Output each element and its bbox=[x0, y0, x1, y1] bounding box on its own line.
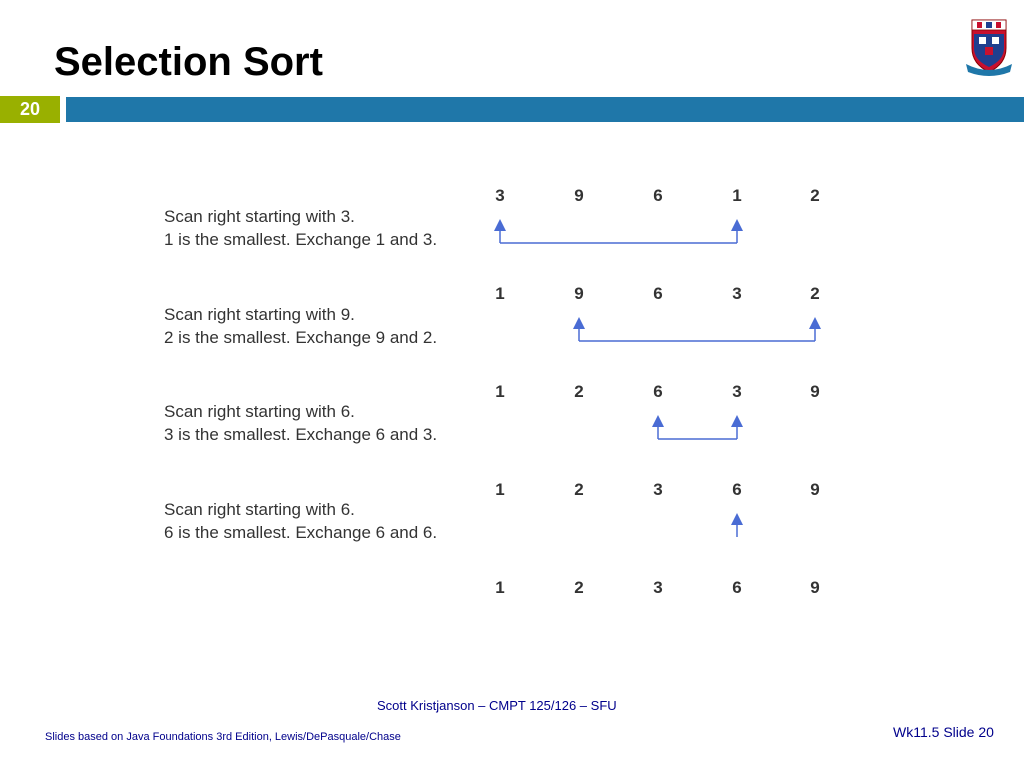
step-2-line-1: Scan right starting with 9. bbox=[164, 305, 355, 324]
array-value: 1 bbox=[732, 186, 742, 205]
array-value: 2 bbox=[810, 284, 820, 303]
array-value: 1 bbox=[495, 284, 505, 303]
array-value: 1 bbox=[495, 382, 505, 401]
footer-author: Scott Kristjanson – CMPT 125/126 – SFU bbox=[377, 698, 617, 713]
array-value: 1 bbox=[495, 578, 505, 597]
array-value: 6 bbox=[653, 284, 663, 303]
step-1-line-1: Scan right starting with 3. bbox=[164, 207, 355, 226]
footer-slide-label: Wk11.5 Slide 20 bbox=[893, 724, 994, 740]
array-value: 3 bbox=[653, 578, 663, 597]
array-value: 1 bbox=[495, 480, 505, 499]
selection-sort-figure bbox=[150, 170, 850, 620]
array-value: 3 bbox=[732, 382, 742, 401]
step-2-line-2: 2 is the smallest. Exchange 9 and 2. bbox=[164, 328, 438, 347]
slide-number-badge: 20 bbox=[0, 96, 60, 123]
step-4-line-1: Scan right starting with 6. bbox=[164, 500, 355, 519]
university-crest-icon bbox=[964, 14, 1014, 78]
array-value: 2 bbox=[574, 382, 584, 401]
step-4-line-2: 6 is the smallest. Exchange 6 and 6. bbox=[164, 523, 438, 542]
swap-arrows bbox=[150, 170, 850, 620]
step-3-line-2: 3 is the smallest. Exchange 6 and 3. bbox=[164, 425, 438, 444]
array-value: 3 bbox=[495, 186, 505, 205]
array-value: 3 bbox=[653, 480, 663, 499]
array-value: 9 bbox=[574, 284, 584, 303]
array-value: 2 bbox=[574, 578, 584, 597]
array-value: 2 bbox=[574, 480, 584, 499]
array-value: 2 bbox=[810, 186, 820, 205]
slide-title: Selection Sort bbox=[54, 40, 323, 84]
array-value: 9 bbox=[810, 578, 820, 597]
array-value: 9 bbox=[810, 480, 820, 499]
step-3-line-1: Scan right starting with 6. bbox=[164, 402, 355, 421]
header-bar bbox=[66, 97, 1024, 122]
array-value: 3 bbox=[732, 284, 742, 303]
array-value: 6 bbox=[653, 186, 663, 205]
array-value: 9 bbox=[810, 382, 820, 401]
array-value: 9 bbox=[574, 186, 584, 205]
array-value: 6 bbox=[732, 480, 742, 499]
footer-credits: Slides based on Java Foundations 3rd Edition, Lewis/DePasquale/Chase bbox=[45, 731, 401, 743]
array-value: 6 bbox=[732, 578, 742, 597]
array-value: 6 bbox=[653, 382, 663, 401]
step-1-line-2: 1 is the smallest. Exchange 1 and 3. bbox=[164, 230, 438, 249]
